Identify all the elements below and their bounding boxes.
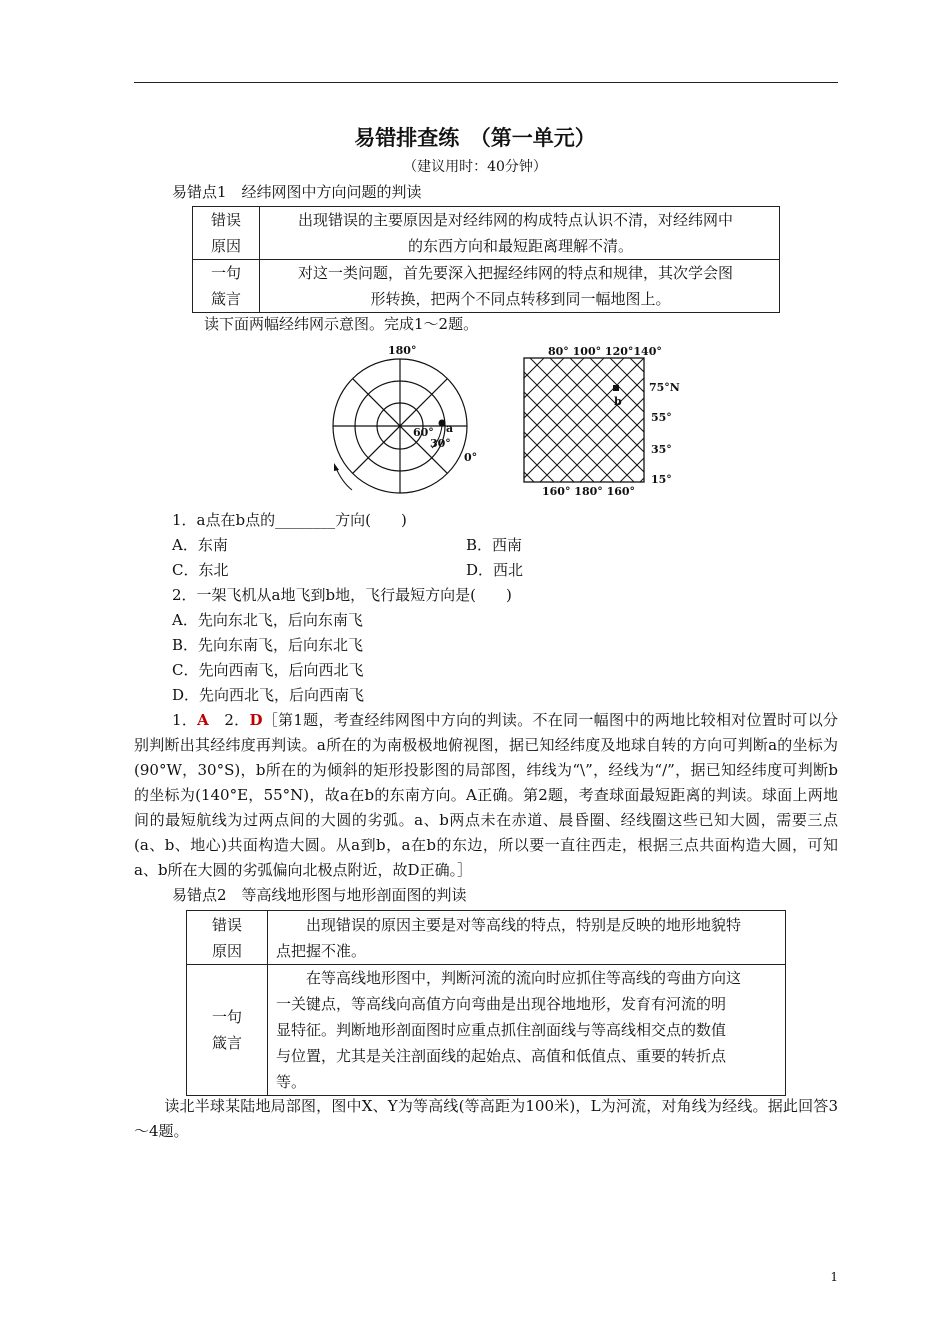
label-point-a: a	[446, 422, 454, 435]
lat-label-35: 35°	[651, 443, 672, 456]
label-30: 30°	[430, 437, 451, 450]
label-0: 0°	[464, 451, 478, 464]
answer-explanation: 1．A 2．D［第1题，考查经纬网图中方向的判读。不在同一幅图中的两地比较相对位置时可以分别判断出其经纬度再判读。a所在的为南极极地俯视图，据已知经纬度及地球自转的方向可判断a的坐标为(90°W，30°S)，b所在的为倾斜的矩形投影图的局部图，纬线为“\”，经线为“/”，据已知经纬度可判断b的坐标为(140°E，55°N)，故a在b的东南方向。A正确。第2题，考查球面最短距离的判读。球面上两地间的最短航线为过两点间的大圆的劣弧。a、b两点未在赤道、晨昏圈、经线圈这些已知大圆，需要三点(a、b、地心)共面构造大圆。从a到b，a在b的东边，所以要一直往西走，根据三点共面构造大圆，可知a、b所在大圆的劣弧偏向北极点附近，故D正确。］	[134, 711, 838, 879]
tip1-row2-content: 对这一类问题，首先要深入把握经纬网的特点和规律，其次学会图 形转换，把两个不同点转移到同一幅地图上。	[260, 260, 780, 313]
grid-bottom-labels: 160° 180° 160°	[542, 485, 636, 498]
tip2-row1-content: 出现错误的原因主要是对等高线的特点，特别是反映的地形地貌特 点把握不准。	[268, 911, 786, 965]
lat-label-55: 55°	[651, 411, 672, 424]
grid-top-labels: 80° 100° 120°140°	[548, 345, 662, 358]
tip1-row1-header: 错误 原因	[193, 207, 260, 260]
page-number: 1	[830, 1270, 838, 1284]
q2-option-c: C．先向西南飞，后向西北飞	[172, 661, 364, 679]
grid-projection-figure	[520, 342, 680, 500]
q2-option-b: B．先向东南飞，后向东北飞	[172, 636, 364, 654]
lat-label-15: 15°	[651, 473, 672, 486]
q1-option-b: B．西南	[466, 536, 523, 554]
question-2-stem: 2．一架飞机从a地飞到b地，飞行最短方向是( )	[172, 586, 512, 604]
section2-tip-table	[186, 910, 786, 1096]
header-rule	[134, 82, 838, 83]
label-point-b: b	[614, 395, 622, 408]
question-1-stem: 1．a点在b点的________方向( )	[172, 511, 407, 529]
lat-label-75: 75°N	[649, 381, 680, 394]
section1-tip-table	[192, 206, 780, 313]
label-60: 60°	[413, 426, 434, 439]
q2-option-a: A．先向东北飞，后向东南飞	[172, 611, 363, 629]
tip2-row2-header: 一句 箴言	[187, 965, 268, 1096]
section2-heading: 易错点2 等高线地形图与地形剖面图的判读	[172, 886, 467, 904]
q2-option-d: D．先向西北飞，后向西南飞	[172, 686, 365, 704]
answer-1: A	[197, 711, 209, 729]
rotation-arrow	[334, 463, 339, 471]
section1-intro: 读下面两幅经纬网示意图。完成1～2题。	[204, 315, 479, 333]
tip1-row2-header: 一句 箴言	[193, 260, 260, 313]
answer-2: D	[249, 711, 263, 729]
section1-heading: 易错点1 经纬网图中方向问题的判读	[172, 183, 422, 201]
point-b-marker	[613, 385, 619, 391]
polar-projection-figure	[326, 340, 486, 500]
tip1-row1-content: 出现错误的主要原因是对经纬网的构成特点认识不清，对经纬网中 的东西方向和最短距离理解不清。	[260, 207, 780, 260]
page-title: 易错排查练 （第一单元）	[354, 125, 596, 150]
point-a-marker	[439, 420, 446, 427]
page-subtitle: （建议用时：40分钟）	[403, 159, 547, 175]
section2-intro: 读北半球某陆地局部图，图中X、Y为等高线(等高距为100米)，L为河流，对角线为经线。据此回答3～4题。	[134, 1097, 838, 1140]
q1-option-d: D．西北	[466, 561, 524, 579]
q1-option-a: A．东南	[172, 536, 228, 554]
tip2-row2-content: 在等高线地形图中，判断河流的流向时应抓住等高线的弯曲方向这 一关键点，等高线向高值方向弯曲是出现谷地地形，发育有河流的明 显特征。判断地形剖面图时应重点抓住剖面线与等高线相交点的数值 与位置，尤其是关注剖面线的起始点、高值和低值点、重要的转折点 等。	[268, 965, 786, 1096]
q1-option-c: C．东北	[172, 561, 229, 579]
tip2-row1-header: 错误 原因	[187, 911, 268, 965]
label-180: 180°	[388, 344, 417, 357]
